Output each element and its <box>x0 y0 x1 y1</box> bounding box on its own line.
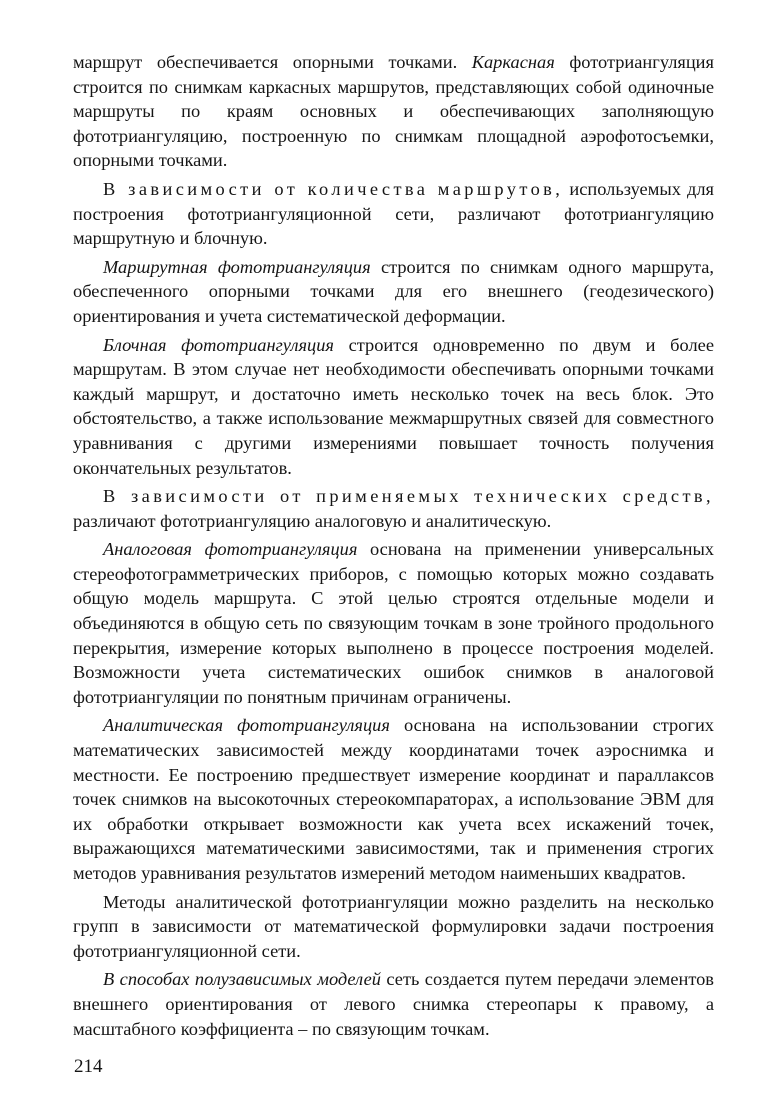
term-semi-dependent-models: В способах полузависимых моделей <box>103 969 381 990</box>
paragraph-6-text: основана на использовании строгих математических зависимостей между координатами точек аэроснимка и местности. Ее построению предшествует измерение координат и параллаксов точек снимков на высокоточных стереокомпараторах, а использование ЭВМ для их обработки открывает возможности как учета всех искажений точек, выражающихся математическими зависимостями, так и применения строгих методов уравнивания результатов измерений методом наименьших квадратов. <box>73 715 714 883</box>
paragraph-0-text-start: маршрут обеспечивается опорными точками. <box>73 52 472 72</box>
paragraph-2 <box>73 255 714 329</box>
paragraph-1-text: используемых для построения фототриангуляционной сети, различают фототриангуляцию маршрутную и блочную. <box>73 178 714 249</box>
paragraph-3 <box>73 333 714 481</box>
paragraph-1 <box>73 177 714 251</box>
paragraph-0 <box>73 50 714 173</box>
paragraph-7 <box>73 890 714 964</box>
paragraph-5-text: основана на применении универсальных стереофотограмметрических приборов, с помощью которых можно создавать общую модель маршрута. С этой целью строятся отдельные модели и объединяются в общую сеть по связующим точкам в зоне тройного продольного перекрытия, измерение которых выполнено в процессе построения моделей. Возможности учета систематических ошибок снимков в аналоговой фототриангуляции по понятным причинам ограничены. <box>73 539 714 707</box>
term-analytic-triangulation: Аналитическая фототриангуляция <box>103 715 390 736</box>
paragraph-8-text: сеть создается путем передачи элементов внешнего ориентирования от левого снимка стереопары к правому, а масштабного коэффициента – по связующим точкам. <box>73 969 714 1039</box>
paragraph-3-text: строится одновременно по двум и более маршрутам. В этом случае нет необходимости обеспечивать опорными точками каждый маршрут, и достаточно иметь несколько точек на весь блок. Это обстоятельство, а также использование межмаршрутных связей для совместного уравнивания с другими измерениями повышает точность получения окончательных результатов. <box>73 334 714 478</box>
term-frame-triangulation: Каркасная <box>471 52 555 72</box>
paragraph-5 <box>73 537 714 709</box>
paragraph-4 <box>73 484 714 533</box>
page-body <box>73 50 714 1045</box>
paragraph-6 <box>73 713 714 885</box>
term-block-triangulation: Блочная фототриангуляция <box>103 334 334 355</box>
spaced-heading-route-count: В зависимости от количества маршрутов, <box>103 178 564 199</box>
paragraph-8 <box>73 967 714 1041</box>
paragraph-7-text: Методы аналитической фототриангуляции можно разделить на несколько групп в зависимости от математической формулировки задачи построения фототриангуляционной сети. <box>73 891 714 961</box>
paragraph-2-text: строится по снимкам одного маршрута, обеспеченного опорными точками для его внешнего (геодезического) ориентирования и учета систематической деформации. <box>73 256 715 326</box>
paragraph-0-text-end: фототриангуляция строится по снимкам каркасных маршрутов, представляющих собой одиночные маршруты по краям основных и обеспечивающих заполняющую фототриангуляцию, построенную по снимкам площадной аэрофотосъемки, опорными точками. <box>73 52 714 171</box>
term-analog-triangulation: Аналоговая фототриангуляция <box>103 539 358 560</box>
spaced-heading-technical-means: В зависимости от применяемых технических средств, <box>103 486 714 507</box>
term-route-triangulation: Маршрутная фототриангуляция <box>103 256 371 277</box>
page-number: 214 <box>74 1056 103 1077</box>
paragraph-4-text: различают фототриангуляцию аналоговую и аналитическую. <box>73 510 552 531</box>
